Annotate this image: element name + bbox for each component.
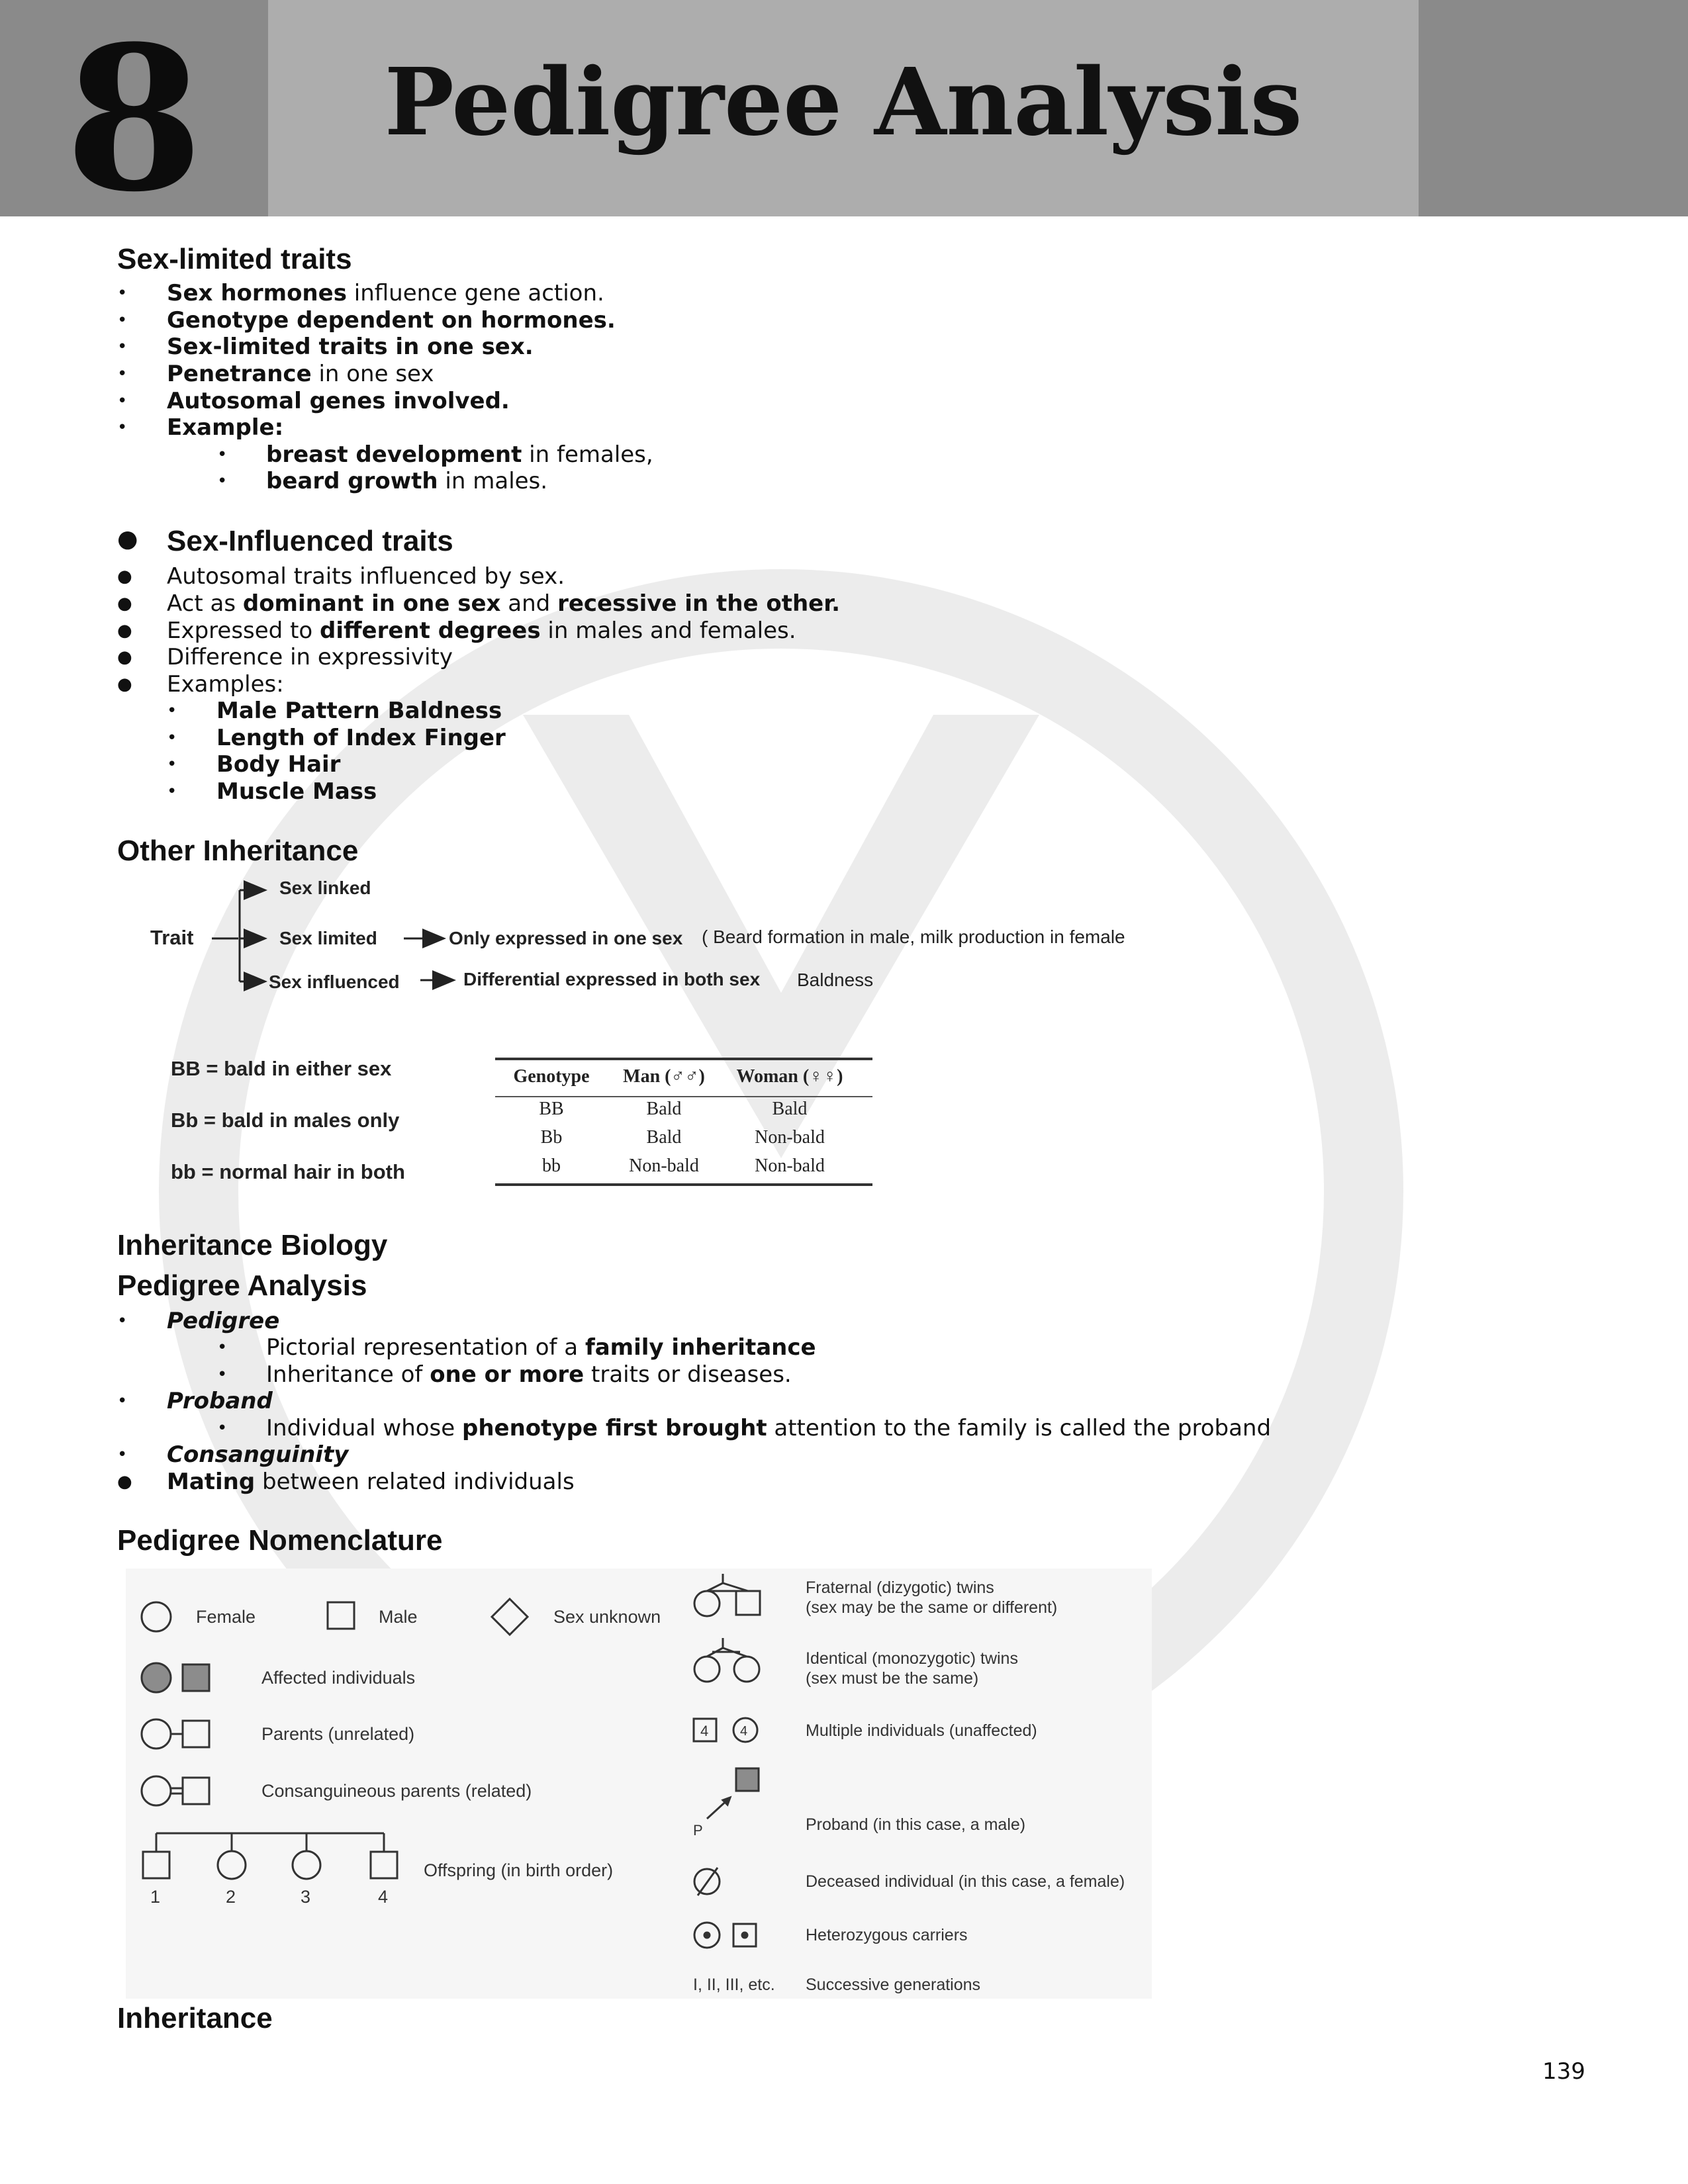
label-consanguineous: Consanguineous parents (related)	[261, 1781, 532, 1801]
bullet: ●	[117, 674, 132, 694]
proband-symbol	[736, 1768, 759, 1791]
heading-sex-influenced: Sex-Influenced traits	[167, 525, 453, 557]
bullet: ●	[117, 567, 132, 586]
table-cell: Non-bald	[755, 1127, 825, 1148]
trait-label: Trait	[150, 926, 194, 949]
sex-limited-label: Sex limited	[279, 928, 377, 948]
example-item: Length of Index Finger	[216, 725, 506, 751]
bullet: •	[167, 701, 177, 721]
affected-male-symbol	[183, 1664, 209, 1691]
fraternal-twin-male-symbol	[736, 1591, 760, 1615]
bullet: •	[117, 391, 128, 411]
list-item: Mating between related individuals	[167, 1469, 575, 1495]
table-cell: Bald	[772, 1099, 808, 1119]
fraternal-twin-female-symbol	[694, 1591, 720, 1616]
bullet: •	[117, 310, 128, 330]
label-proband: Proband (in this case, a male)	[806, 1815, 1026, 1834]
list-item: Act as dominant in one sex and recessive in the other.	[167, 590, 841, 617]
sub-list-item: breast development in females,	[266, 441, 653, 468]
heading-inheritance-biology: Inheritance Biology	[117, 1229, 388, 1261]
sub-list-item: Individual whose phenotype first brought attention to the family is called the proband	[266, 1415, 1272, 1441]
table-header: Woman (♀♀)	[736, 1066, 843, 1087]
bullet: •	[117, 337, 128, 357]
table-cell: Bald	[646, 1099, 682, 1119]
label-multiple: Multiple individuals (unaffected)	[806, 1721, 1037, 1740]
sex-unknown-symbol	[492, 1599, 528, 1635]
sub-list-item: Pictorial representation of a family inheritance	[266, 1334, 816, 1361]
genotype-note: Bb = bald in males only	[171, 1109, 400, 1132]
label-sex-unknown: Sex unknown	[553, 1607, 661, 1627]
identical-twin-symbol-2	[734, 1657, 759, 1682]
bullet: •	[217, 1418, 228, 1438]
baldness-label: Baldness	[797, 970, 874, 990]
table-rule-top	[495, 1058, 872, 1060]
sex-influenced-label: Sex influenced	[269, 972, 400, 992]
term-pedigree: Pedigree	[167, 1308, 280, 1334]
label-carriers: Heterozygous carriers	[806, 1926, 968, 1944]
list-item: Genotype dependent on hormones.	[167, 307, 616, 334]
offspring-1-symbol	[143, 1852, 169, 1878]
table-cell: bb	[542, 1156, 561, 1176]
table-header: Genotype	[513, 1066, 590, 1087]
list-item: Penetrance in one sex	[167, 361, 434, 387]
bullet: •	[167, 782, 177, 801]
label-identical-twins: Identical (monozygotic) twins	[806, 1649, 1018, 1668]
beard-note-label: ( Beard formation in male, milk production in female	[702, 927, 1125, 947]
bullet: ●	[117, 525, 138, 553]
label-identical-twins-note: (sex must be the same)	[806, 1669, 979, 1688]
bullet: •	[117, 418, 128, 437]
bullet: ●	[117, 1472, 132, 1492]
label-fraternal-twins-note: (sex may be the same or different)	[806, 1598, 1058, 1617]
table-header: Man (♂♂)	[623, 1066, 705, 1087]
term-proband: Proband	[167, 1388, 273, 1414]
label-offspring: Offspring (in birth order)	[424, 1860, 614, 1880]
offspring-number: 4	[378, 1887, 389, 1907]
table-cell: Non-bald	[755, 1156, 825, 1176]
list-item: Example:	[167, 414, 284, 441]
list-item: Autosomal genes involved.	[167, 388, 510, 414]
flow-arrows	[0, 0, 1688, 1006]
label-affected: Affected individuals	[261, 1668, 416, 1688]
sub-list-item: Inheritance of one or more traits or diseases.	[266, 1361, 792, 1388]
bullet: •	[167, 728, 177, 748]
female-symbol	[142, 1602, 171, 1631]
bullet: ●	[117, 621, 132, 641]
table-rule-mid	[495, 1096, 872, 1097]
bullet: •	[167, 754, 177, 774]
generation-symbols: I, II, III, etc.	[693, 1976, 775, 1994]
identical-twin-symbol-1	[694, 1657, 720, 1682]
table-cell: Bb	[540, 1127, 563, 1148]
bullet: •	[117, 364, 128, 384]
proband-marker: P	[693, 1822, 703, 1839]
multiple-count: 4	[700, 1723, 709, 1739]
multiple-count: 4	[740, 1724, 748, 1739]
offspring-number: 3	[301, 1887, 311, 1907]
list-item: Difference in expressivity	[167, 644, 453, 670]
parent-female-symbol	[142, 1719, 171, 1749]
only-expressed-label: Only expressed in one sex	[449, 928, 683, 948]
list-item: Examples:	[167, 671, 284, 698]
genotype-note: BB = bald in either sex	[171, 1057, 392, 1080]
heading-other-inheritance: Other Inheritance	[117, 835, 359, 867]
bullet: •	[217, 1365, 228, 1385]
heading-sex-limited: Sex-limited traits	[117, 243, 352, 275]
heading-pedigree-nomenclature: Pedigree Nomenclature	[117, 1524, 443, 1557]
offspring-2-symbol	[218, 1851, 246, 1879]
bullet: ●	[117, 647, 132, 667]
list-item: Sex hormones influence gene action.	[167, 280, 604, 306]
genotype-note: bb = normal hair in both	[171, 1160, 405, 1183]
example-item: Body Hair	[216, 751, 341, 778]
bullet: •	[117, 1391, 128, 1411]
sub-list-item: beard growth in males.	[266, 468, 548, 494]
label-generations: Successive generations	[806, 1976, 981, 1994]
label-deceased: Deceased individual (in this case, a female)	[806, 1872, 1125, 1891]
differential-label: Differential expressed in both sex	[463, 969, 761, 989]
list-item: Autosomal traits influenced by sex.	[167, 563, 565, 590]
male-symbol	[328, 1602, 354, 1629]
consanguineous-female-symbol	[142, 1776, 171, 1805]
affected-female-symbol	[142, 1663, 171, 1692]
offspring-3-symbol	[293, 1851, 320, 1879]
table-cell: BB	[539, 1099, 564, 1119]
page-number: 139	[1542, 2058, 1585, 2085]
list-item: Sex-limited traits in one sex.	[167, 334, 534, 360]
table-cell: Bald	[646, 1127, 682, 1148]
bullet: •	[117, 1445, 128, 1465]
bullet: •	[217, 1338, 228, 1357]
chapter-title: Pedigree Analysis	[384, 48, 1303, 157]
example-item: Muscle Mass	[216, 778, 377, 805]
list-item: Expressed to different degrees in males and females.	[167, 617, 796, 644]
offspring-number: 1	[150, 1887, 161, 1907]
table-rule-bottom	[495, 1183, 872, 1186]
label-fraternal-twins: Fraternal (dizygotic) twins	[806, 1578, 994, 1597]
bullet: ●	[117, 594, 132, 614]
example-item: Male Pattern Baldness	[216, 698, 502, 724]
label-parents: Parents (unrelated)	[261, 1724, 415, 1744]
table-cell: Non-bald	[629, 1156, 699, 1176]
heading-inheritance: Inheritance	[117, 2002, 273, 2034]
term-consanguinity: Consanguinity	[167, 1441, 349, 1468]
label-male: Male	[379, 1607, 418, 1627]
sex-linked-label: Sex linked	[279, 878, 371, 898]
heading-pedigree-analysis: Pedigree Analysis	[117, 1269, 367, 1302]
bullet: •	[117, 1311, 128, 1331]
offspring-number: 2	[226, 1887, 236, 1907]
label-female: Female	[196, 1607, 256, 1627]
chapter-number: 8	[65, 2, 203, 236]
parent-male-symbol	[183, 1721, 209, 1747]
bullet: •	[217, 471, 228, 491]
offspring-4-symbol	[371, 1852, 397, 1878]
consanguineous-male-symbol	[183, 1778, 209, 1804]
bullet: •	[217, 445, 228, 465]
bullet: •	[117, 283, 128, 303]
